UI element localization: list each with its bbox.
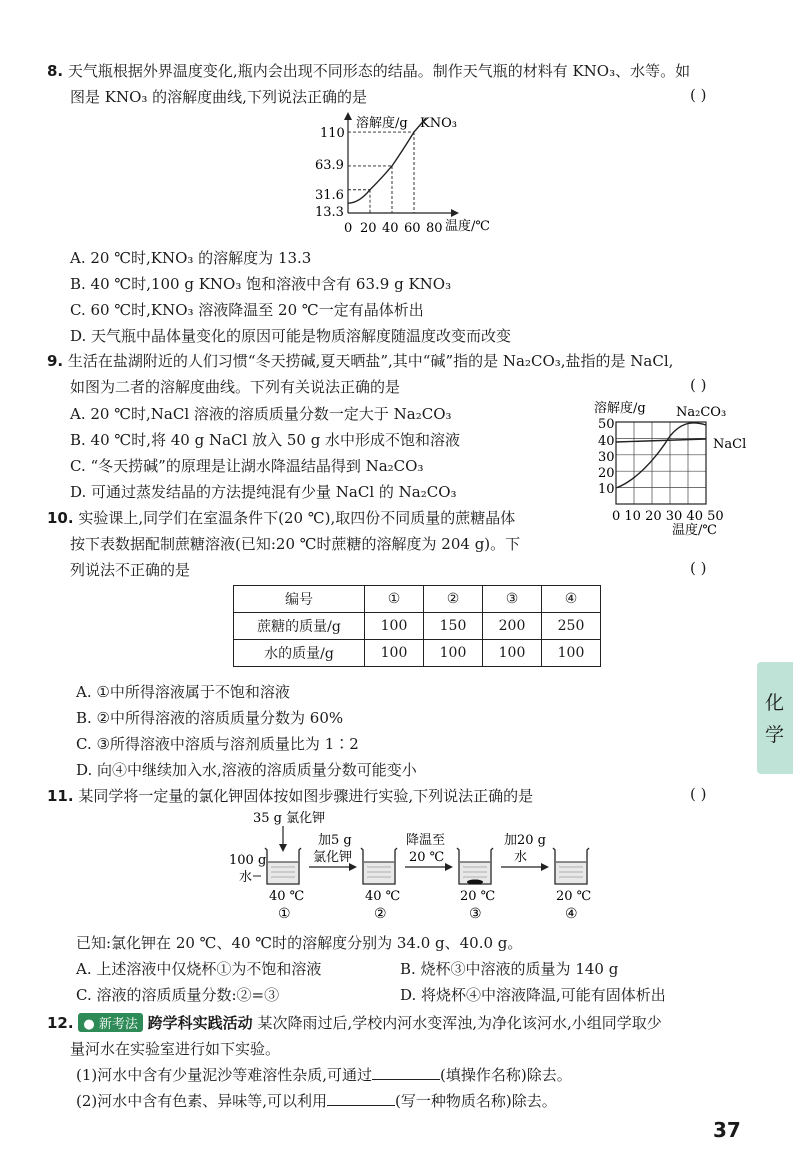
q12-sub1-text-a: (1)河水中含有少量泥沙等难溶性杂质,可通过 <box>76 1066 373 1084</box>
table-head-cell: ④ <box>542 586 601 613</box>
beaker2-temp: 40 ℃ <box>365 889 401 904</box>
q8-line2: 图是 KNO₃ 的溶解度曲线,下列说法正确的是 <box>70 88 367 106</box>
q10-line3: 列说法不正确的是 <box>70 561 191 579</box>
q10-option-d: D. 向④中继续加入水,溶液的溶质质量分数可能变小 <box>76 761 417 779</box>
table-cell: 蔗糖的质量/g <box>234 613 365 640</box>
x-axis-arrow <box>451 209 459 217</box>
na2co3-nacl-solubility-chart <box>590 396 760 536</box>
ytick-10: 10 <box>598 482 615 497</box>
table-head-cell: 编号 <box>234 586 365 613</box>
q12-number: 12. <box>47 1014 74 1032</box>
ytick-50: 50 <box>598 417 615 432</box>
precipitate <box>467 880 483 885</box>
water-100g-label: 100 g <box>229 853 267 868</box>
q9-option-b: B. 40 ℃时,将 40 g NaCl 放入 50 g 水中形成不饱和溶液 <box>70 431 461 449</box>
step2-label-a: 降温至 <box>406 833 446 848</box>
side-tab-char-1: 化 <box>765 692 785 714</box>
q9-line2: 如图为二者的溶解度曲线。下列有关说法正确的是 <box>70 378 401 396</box>
ytick-13-3: 13.3 <box>315 205 344 220</box>
sucrose-data-table <box>233 585 601 667</box>
kcl-experiment-diagram <box>225 808 605 926</box>
table-cell: 100 <box>542 640 601 667</box>
ytick-110: 110 <box>320 126 345 141</box>
q11-answer-paren: ( ) <box>690 785 707 803</box>
q11-known-data: 已知:氯化钾在 20 ℃、40 ℃时的溶解度分别为 34.0 g、40.0 g。 <box>76 934 523 952</box>
table-row <box>234 613 601 640</box>
step3-label-b: 水 <box>514 850 528 865</box>
ytick-31-6: 31.6 <box>315 188 344 203</box>
step3-label-a: 加20 g <box>504 833 546 848</box>
q9-line1 <box>47 350 673 371</box>
q9-option-a: A. 20 ℃时,NaCl 溶液的溶质质量分数一定大于 Na₂CO₃ <box>70 405 452 423</box>
beaker4-temp: 20 ℃ <box>556 889 592 904</box>
x-axis-label: 温度/℃ <box>672 523 717 536</box>
xtick-80: 80 <box>426 221 443 236</box>
beaker4-label: ④ <box>565 906 578 922</box>
q9-option-d: D. 可通过蒸发结晶的方法提纯混有少量 NaCl 的 Na₂CO₃ <box>70 483 457 501</box>
table-cell: 100 <box>424 640 483 667</box>
table-cell: 150 <box>424 613 483 640</box>
q8-number: 8. <box>47 62 64 80</box>
xtick-40: 40 <box>382 221 399 236</box>
new-exam-badge <box>78 1013 143 1032</box>
q8-stem: 天气瓶根据外界温度变化,瓶内会出现不同形态的结晶。制作天气瓶的材料有 KNO₃、水等。如 <box>67 62 691 80</box>
q10-number: 10. <box>47 509 74 527</box>
location-pin-icon: ● <box>83 1017 95 1032</box>
down-arrow-head <box>279 844 287 852</box>
q12-sub2 <box>76 1090 557 1111</box>
q11-number: 11. <box>47 787 74 805</box>
xticks: 0 10 20 30 40 50 <box>612 509 724 524</box>
q10-stem: 实验课上,同学们在室温条件下(20 ℃),取四份不同质量的蔗糖晶体 <box>78 509 516 527</box>
ytick-40: 40 <box>598 434 615 449</box>
x-axis-label: 温度/℃ <box>445 219 490 234</box>
q11-option-b: B. 烧杯③中溶液的质量为 140 g <box>400 960 619 978</box>
beaker2-label: ② <box>374 906 387 922</box>
q10-option-b: B. ②中所得溶液的溶质质量分数为 60% <box>76 709 344 727</box>
q10-line2: 按下表数据配制蔗糖溶液(已知:20 ℃时蔗糖的溶解度为 204 g)。下 <box>70 535 521 553</box>
kcl-35g-label: 35 g 氯化钾 <box>253 811 326 826</box>
beaker3-label: ③ <box>469 906 482 922</box>
q8-option-c: C. 60 ℃时,KNO₃ 溶液降温至 20 ℃一定有晶体析出 <box>70 301 424 319</box>
step1-label-b: 氯化钾 <box>313 850 353 865</box>
q9-stem: 生活在盐湖附近的人们习惯“冬天捞碱,夏天晒盐”,其中“碱”指的是 Na₂CO₃,盐指的是 NaCl, <box>67 352 674 370</box>
q8-option-a: A. 20 ℃时,KNO₃ 的溶解度为 13.3 <box>70 249 312 267</box>
q11-option-c: C. 溶液的溶质质量分数:②=③ <box>76 986 280 1004</box>
q12-sub1 <box>76 1064 572 1085</box>
q10-option-c: C. ③所得溶液中溶质与溶剂质量比为 1∶2 <box>76 735 359 753</box>
table-head-cell: ② <box>424 586 483 613</box>
nacl-curve <box>616 439 706 442</box>
table-header-row <box>234 586 601 613</box>
table-head-cell: ① <box>365 586 424 613</box>
y-axis-arrow <box>344 112 352 120</box>
na2co3-curve <box>616 423 706 488</box>
q8-answer-paren: ( ) <box>690 86 707 104</box>
xtick-0: 0 <box>344 221 353 236</box>
table-cell: 100 <box>483 640 542 667</box>
y-axis-label: 溶解度/g <box>356 116 408 131</box>
beaker1-label: ① <box>278 906 291 922</box>
beaker-1 <box>265 848 301 884</box>
series-label-na2co3: Na₂CO₃ <box>676 405 727 420</box>
q8-line1 <box>47 60 690 81</box>
water-label: 水 <box>239 870 253 885</box>
xtick-20: 20 <box>360 221 377 236</box>
q10-answer-paren: ( ) <box>690 559 707 577</box>
q9-answer-paren: ( ) <box>690 376 707 394</box>
kno3-solubility-chart <box>300 108 510 243</box>
q12-stem: 某次降雨过后,学校内河水变浑浊,为净化该河水,小组同学取少 <box>257 1014 662 1032</box>
xtick-60: 60 <box>404 221 421 236</box>
q8-option-d: D. 天气瓶中晶体量变化的原因可能是物质溶解度随温度改变而改变 <box>70 327 512 345</box>
q12-line1 <box>47 1012 662 1033</box>
badge-text: 新考法 <box>98 1017 138 1032</box>
q10-option-a: A. ①中所得溶液属于不饱和溶液 <box>76 683 290 701</box>
ytick-63-9: 63.9 <box>315 158 344 173</box>
grid <box>616 422 706 504</box>
table-cell: 200 <box>483 613 542 640</box>
beaker-4 <box>553 848 589 884</box>
q12-line2: 量河水在实验室进行如下实验。 <box>70 1040 281 1058</box>
q11-line1 <box>47 785 533 806</box>
step-arrow-head-2 <box>445 863 453 871</box>
subject-side-tab <box>757 662 793 774</box>
table-cell: 水的质量/g <box>234 640 365 667</box>
q12-sub2-blank[interactable] <box>327 1091 395 1106</box>
series-label-kno3: KNO₃ <box>420 116 457 131</box>
beaker1-temp: 40 ℃ <box>269 889 305 904</box>
q9-number: 9. <box>47 352 64 370</box>
ytick-20: 20 <box>598 466 615 481</box>
q12-sub1-text-b: (填操作名称)除去。 <box>440 1066 572 1084</box>
step-arrow-head-3 <box>541 863 549 871</box>
ytick-30: 30 <box>598 450 615 465</box>
beaker3-temp: 20 ℃ <box>460 889 496 904</box>
plot-frame <box>616 422 706 504</box>
q12-sub2-text-b: (写一种物质名称)除去。 <box>395 1092 557 1110</box>
q9-option-c: C. “冬天捞碱”的原理是让湖水降温结晶得到 Na₂CO₃ <box>70 457 424 475</box>
series-label-nacl: NaCl <box>713 437 747 452</box>
q12-tag: 跨学科实践活动 <box>147 1014 253 1032</box>
y-axis-label: 溶解度/g <box>594 401 646 416</box>
table-row <box>234 640 601 667</box>
q8-option-b: B. 40 ℃时,100 g KNO₃ 饱和溶液中含有 63.9 g KNO₃ <box>70 275 452 293</box>
q10-line1 <box>47 507 515 528</box>
table-cell: 250 <box>542 613 601 640</box>
q12-sub1-blank[interactable] <box>372 1065 440 1080</box>
table-head-cell: ③ <box>483 586 542 613</box>
q12-sub2-text-a: (2)河水中含有色素、异味等,可以利用 <box>76 1092 328 1110</box>
q11-option-d: D. 将烧杯④中溶液降温,可能有固体析出 <box>400 986 666 1004</box>
table-cell: 100 <box>365 613 424 640</box>
beaker-2 <box>361 848 397 884</box>
side-tab-char-2: 学 <box>765 724 785 746</box>
q11-option-a: A. 上述溶液中仅烧杯①为不饱和溶液 <box>76 960 322 978</box>
table-cell: 100 <box>365 640 424 667</box>
q11-stem: 某同学将一定量的氯化钾固体按如图步骤进行实验,下列说法正确的是 <box>78 787 534 805</box>
step1-label-a: 加5 g <box>318 833 352 848</box>
beaker-3 <box>457 848 493 885</box>
step2-label-b: 20 ℃ <box>409 850 445 865</box>
page-number: 37 <box>713 1118 741 1142</box>
